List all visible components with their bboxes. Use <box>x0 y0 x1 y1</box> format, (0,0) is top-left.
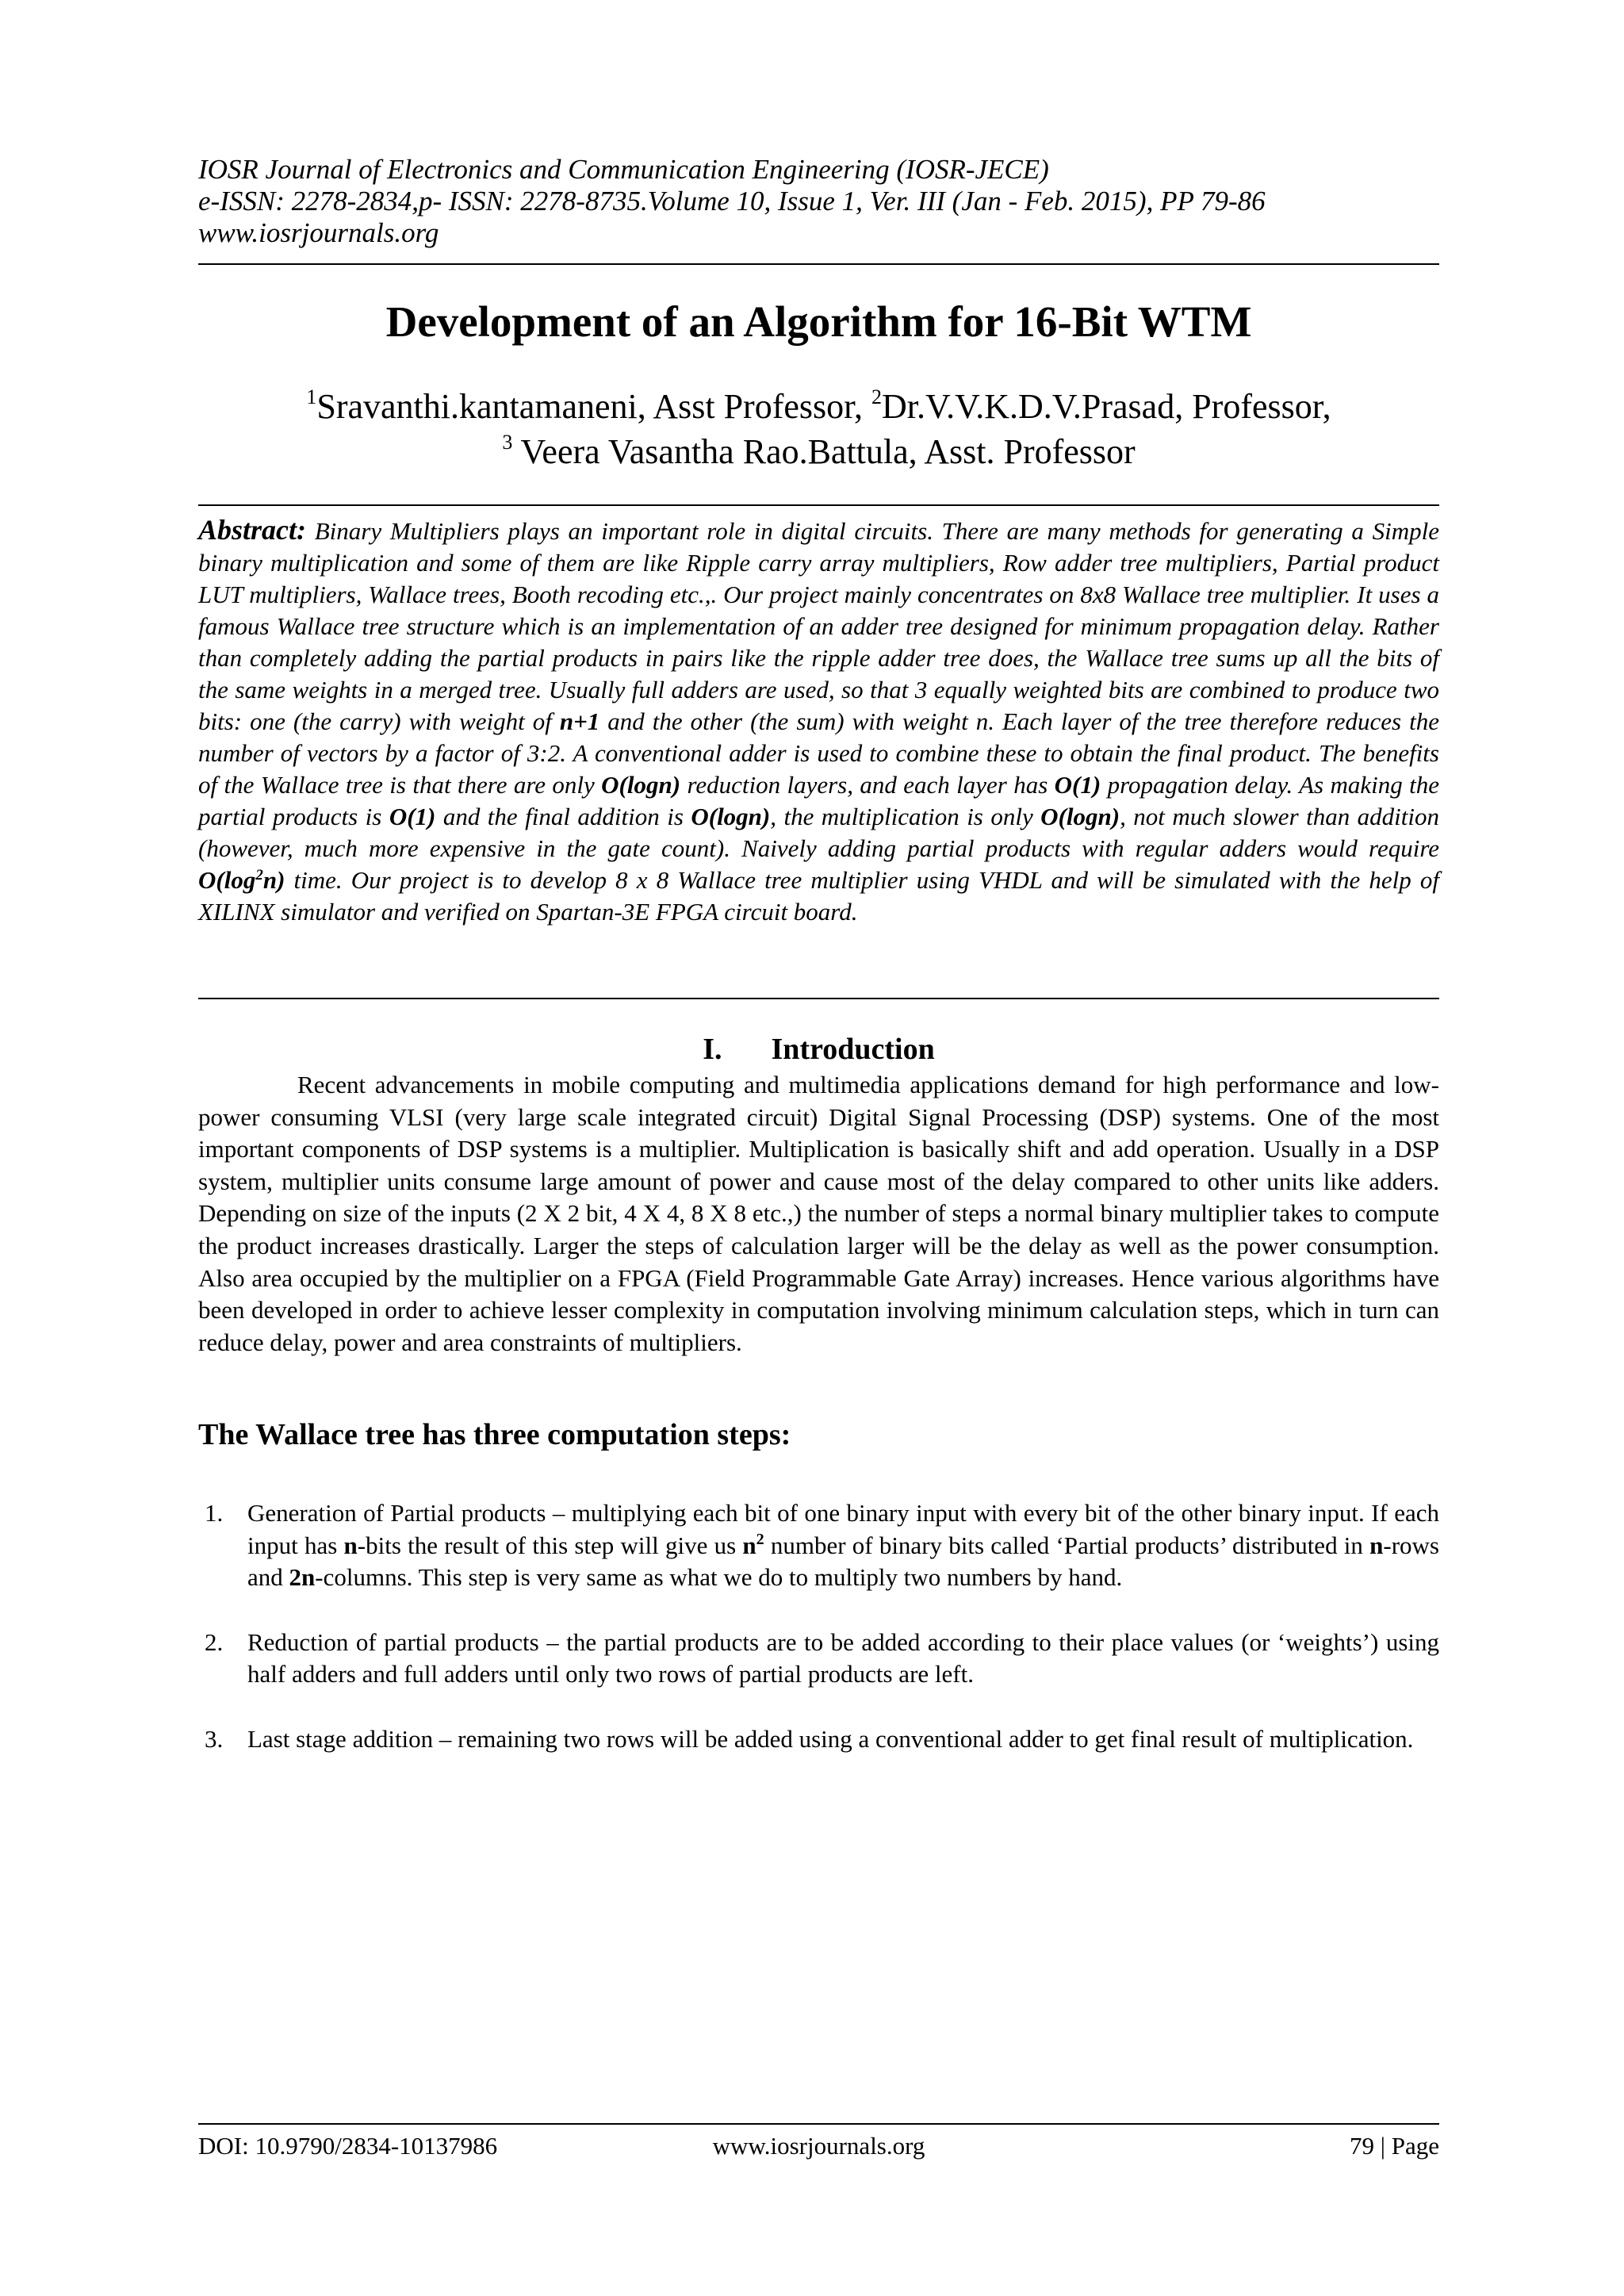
abstract-math-part: O(log <box>198 866 256 894</box>
abstract-math: n+1 <box>559 707 600 735</box>
abstract-text: and the final addition is <box>435 803 691 830</box>
abstract-text: , the multiplication is only <box>770 803 1041 830</box>
section-number: I. <box>703 1033 722 1066</box>
paper-title: Development of an Algorithm for 16-Bit WTM <box>385 297 1252 346</box>
subsection-heading: The Wallace tree has three computation steps: <box>198 1418 791 1451</box>
author-2: Dr.V.V.K.D.V.Prasad, Professor, <box>882 387 1331 426</box>
abstract-math <box>198 866 285 894</box>
list-item-math <box>742 1531 764 1559</box>
introduction-paragraph: Recent advancements in mobile computing and multimedia applications demand for high performance and low-power consuming VLSI (very large scale integrated circuit) Digital Signal Processing (DSP) systems. One of the most important components of DSP systems is a multiplier. Multiplication is basically shift and add operation. Usually in a DSP system, multiplier units consume large amount of power and cause most of the delay compared to other units like adders. Depending on size of the inputs (2 X 2 bit, 4 X 4, 8 X 8 etc.,) the number of steps a normal binary multiplier takes to compute the product increases drastically. Larger the steps of calculation larger will be the delay as well as the power consumption. Also area occupied by the multiplier on a FPGA (Field Programmable Gate Array) increases. Hence various algorithms have been developed in order to achieve lesser complexity in computation involving minimum calculation steps, which in turn can reduce delay, power and area constraints of multipliers. <box>198 1071 1439 1356</box>
abstract-text: reduction layers, and each layer has <box>680 771 1055 799</box>
abstract-math: O(logn) <box>1040 803 1120 830</box>
author-list <box>198 384 1439 474</box>
abstract-math-part: n) <box>262 866 285 894</box>
abstract-math: O(1) <box>389 803 436 830</box>
list-item-number: 3. <box>205 1724 224 1753</box>
abstract-math: O(logn) <box>691 803 771 830</box>
list-item-text: -columns. This step is very same as what we do to multiply two numbers by hand. <box>315 1563 1123 1592</box>
journal-name: IOSR Journal of Electronics and Communication Engineering (IOSR-JECE) <box>198 154 1049 185</box>
header-rule <box>198 263 1439 265</box>
abstract-bottom-rule <box>198 998 1439 999</box>
section-title: Introduction <box>771 1033 935 1066</box>
list-item-text: Generation of Partial products – multiplying each bit of one binary input with every bit of the other binary input. If each input has <box>247 1499 1439 1559</box>
abstract-text: time. Our project is to develop 8 x 8 Wallace tree multiplier using VHDL and will be simulated with the help of XILINX simulator and verified on Spartan-3E FPGA circuit board. <box>198 866 1439 926</box>
author-2-affiliation: 2 <box>871 385 883 408</box>
list-item-math: 2n <box>289 1563 316 1592</box>
abstract-text: , not much slower than addition (however, much more expensive in the gate count). Naively adding partial products with regular adders would require <box>198 803 1440 862</box>
steps-list <box>198 1497 1439 1788</box>
list-item-math-exponent: 2 <box>756 1530 764 1548</box>
abstract-math: O(logn) <box>601 771 681 799</box>
footer-rule <box>198 2123 1439 2125</box>
abstract-text: Binary Multipliers plays an important role in digital circuits. There are many methods for generating a Simple binary multiplication and some of them are like Ripple carry array multipliers, Row adder tree multipliers, Partial product LUT multipliers, Wallace trees, Booth recoding etc.,. Our project mainly concentrates on 8x8 Wallace tree multiplier. It uses a famous Wallace tree structure which is an implementation of an adder tree designed for minimum propagation delay. Rather than completely adding the partial products in pairs like the ripple adder tree does, the Wallace tree sums up all the bits of the same weights in a merged tree. Usually full adders are used, so that 3 equally weighted bits are combined to produce two bits: one (the carry) with weight of <box>198 517 1439 735</box>
list-item-text: Last stage addition – remaining two rows will be added using a conventional adder to get final result of multiplication. <box>247 1724 1414 1753</box>
abstract <box>198 514 1439 928</box>
list-item-text: -bits the result of this step will give us <box>357 1531 743 1559</box>
list-item <box>198 1627 1439 1691</box>
abstract-label: Abstract: <box>198 514 307 546</box>
list-item-text: number of binary bits called ‘Partial products’ distributed in <box>764 1531 1370 1559</box>
list-item-math: n <box>1369 1531 1384 1559</box>
author-3: Veera Vasantha Rao.Battula, Asst. Professor <box>512 432 1136 471</box>
list-item-math-base: n <box>742 1531 756 1559</box>
author-1: Sravanthi.kantamaneni, Asst Professor, <box>316 387 872 426</box>
journal-website[interactable]: www.iosrjournals.org <box>198 217 439 248</box>
journal-issn: e-ISSN: 2278-2834,p- ISSN: 2278-8735.Volume 10, Issue 1, Ver. III (Jan - Feb. 2015), PP 79-86 <box>198 186 1266 217</box>
journal-header <box>198 154 1435 249</box>
section-heading <box>198 1031 1439 1068</box>
abstract-math-exponent: 2 <box>255 867 263 884</box>
author-line-1 <box>198 384 1439 429</box>
abstract-text: and the other (the sum) with weight n. Each layer of the tree therefore reduces the number of vectors by a factor of 3:2. A conventional adder is used to combine these to obtain the final product. The benefits of the Wallace tree is that there are only <box>198 707 1439 799</box>
list-item-number: 2. <box>205 1627 224 1656</box>
list-item-number: 1. <box>205 1499 224 1527</box>
footer-page-number: 79 | Page <box>1350 2132 1439 2160</box>
list-item <box>198 1723 1439 1756</box>
list-item-text: Reduction of partial products – the partial products are to be added according to their place values (or ‘weights’) using half adders and full adders until only two rows of partial products are left. <box>247 1627 1439 1688</box>
list-item <box>198 1497 1439 1594</box>
footer-doi: DOI: 10.9790/2834-10137986 <box>198 2132 498 2160</box>
author-line-2 <box>198 429 1439 474</box>
list-item-math: n <box>343 1531 358 1559</box>
abstract-text: propagation delay. As making the partial products is <box>198 771 1439 830</box>
list-item-text: -rows and <box>247 1531 1439 1592</box>
author-1-affiliation: 1 <box>306 385 317 408</box>
abstract-math: O(1) <box>1054 771 1101 799</box>
author-3-affiliation: 3 <box>502 431 513 454</box>
page-footer <box>198 2130 1439 2162</box>
footer-website[interactable]: www.iosrjournals.org <box>712 2132 925 2160</box>
abstract-top-rule <box>198 504 1439 506</box>
